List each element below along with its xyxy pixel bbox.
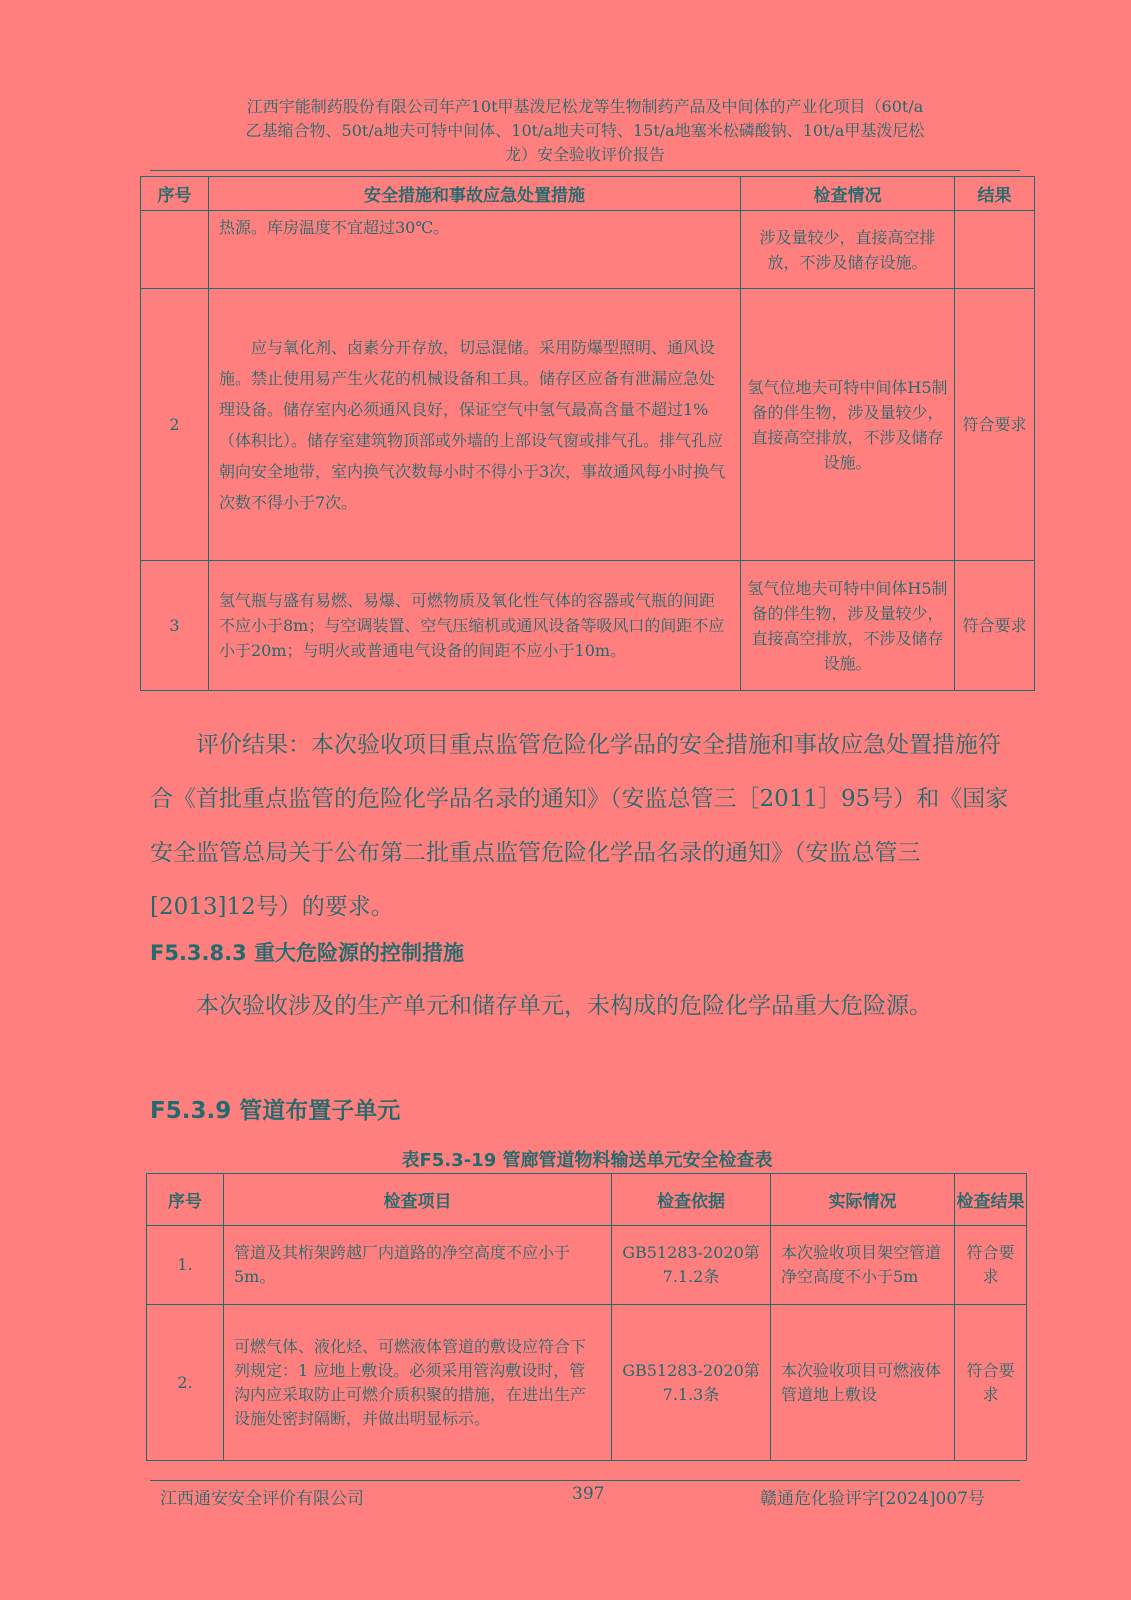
row-no: 2. xyxy=(147,1305,224,1461)
section-heading-major-hazard: F5.3.8.3 重大危险源的控制措施 xyxy=(150,941,465,965)
evaluation-paragraph xyxy=(150,718,1020,934)
col-header-result: 结果 xyxy=(955,177,1035,211)
section-heading-piping: F5.3.9 管道布置子单元 xyxy=(150,1098,401,1124)
header-divider xyxy=(150,170,1020,171)
row-result xyxy=(955,211,1035,289)
table-header-row xyxy=(141,177,1035,211)
hazard-measures-table xyxy=(140,176,1035,691)
footer-doc-number: 赣通危化验评字[2024]007号 xyxy=(760,1489,985,1509)
row-actual: 本次验收项目可燃液体管道地上敷设 xyxy=(771,1305,955,1461)
row-measure: 氢气瓶与盛有易燃、易爆、可燃物质及氧化性气体的容器或气瓶的间距不应小于8m；与空调装置、空气压缩机或通风设备等吸风口的间距不应小于20m；与明火或普通电气设备的间距不应小于10m。 xyxy=(209,561,741,691)
col-header-no: 序号 xyxy=(147,1174,224,1226)
footer-page-number: 397 xyxy=(572,1484,605,1504)
header-line-3: 龙）安全验收评价报告 xyxy=(504,145,665,164)
col-header-check: 检查情况 xyxy=(741,177,955,211)
col-header-no: 序号 xyxy=(141,177,209,211)
col-header-measure: 安全措施和事故应急处置措施 xyxy=(209,177,741,211)
table-row xyxy=(141,211,1035,289)
row-result: 符合要求 xyxy=(955,1305,1027,1461)
col-header-result: 检查结果 xyxy=(955,1174,1027,1226)
row-check: 氢气位地夫可特中间体H5制备的伴生物，涉及量较少，直接高空排放，不涉及储存设施。 xyxy=(741,289,955,561)
report-header xyxy=(150,95,1020,167)
table-caption: 表F5.3-19 管廊管道物料输送单元安全检查表 xyxy=(401,1150,773,1171)
evaluation-text: 评价结果：本次验收项目重点监管危险化学品的安全措施和事故应急处置措施符合《首批重点监管的危险化学品名录的通知》（安监总管三［2011］95号）和《国家安全监管总局关于公布第二批重点监管危险化学品名录的通知》（安监总管三[2013]12号）的要求。 xyxy=(150,732,1009,920)
row-basis: GB51283-2020第7.1.2条 xyxy=(612,1226,771,1305)
row-measure: 热源。库房温度不宜超过30℃。 xyxy=(209,211,741,289)
table-row xyxy=(147,1226,1027,1305)
col-header-basis: 检查依据 xyxy=(612,1174,771,1226)
row-result: 符合要求 xyxy=(955,289,1035,561)
row-basis: GB51283-2020第7.1.3条 xyxy=(612,1305,771,1461)
table-row xyxy=(147,1305,1027,1461)
table-row xyxy=(141,561,1035,691)
row-no: 1. xyxy=(147,1226,224,1305)
row-check: 涉及量较少，直接高空排放，不涉及储存设施。 xyxy=(741,211,955,289)
row-actual: 本次验收项目架空管道净空高度不小于5m xyxy=(771,1226,955,1305)
col-header-item: 检查项目 xyxy=(224,1174,612,1226)
row-item: 可燃气体、液化烃、可燃液体管道的敷设应符合下列规定：1 应地上敷设。必须采用管沟敷设时，管沟内应采取防止可燃介质积聚的措施，在进出生产设施处密封隔断，并做出明显标示。 xyxy=(224,1305,612,1461)
row-measure: 应与氧化剂、卤素分开存放，切忌混储。采用防爆型照明、通风设施。禁止使用易产生火花的机械设备和工具。储存区应备有泄漏应急处理设备。储存室内必须通风良好，保证空气中氢气最高含量不超过1%（体积比）。储存室建筑物顶部或外墙的上部设气窗或排气孔。排气孔应朝向安全地带，室内换气次数每小时不得小于3次，事故通风每小时换气次数不得小于7次。 xyxy=(209,289,741,561)
row-check: 氢气位地夫可特中间体H5制备的伴生物，涉及量较少，直接高空排放，不涉及储存设施。 xyxy=(741,561,955,691)
table-row xyxy=(141,289,1035,561)
row-no: 2 xyxy=(141,289,209,561)
footer-divider xyxy=(150,1480,1020,1481)
row-no: 3 xyxy=(141,561,209,691)
row-item: 管道及其桁架跨越厂内道路的净空高度不应小于5m。 xyxy=(224,1226,612,1305)
section-1-text: 本次验收涉及的生产单元和储存单元，未构成的危险化学品重大危险源。 xyxy=(196,993,932,1019)
section-1-paragraph xyxy=(150,979,1020,1033)
row-result: 符合要求 xyxy=(955,561,1035,691)
row-no xyxy=(141,211,209,289)
header-line-2: 乙基缩合物、50t/a地夫可特中间体、10t/a地夫可特、15t/a地塞米松磷酸钠、10t/a甲基泼尼松 xyxy=(245,121,925,140)
col-header-actual: 实际情况 xyxy=(771,1174,955,1226)
row-result: 符合要求 xyxy=(955,1226,1027,1305)
footer-company: 江西通安安全评价有限公司 xyxy=(160,1489,364,1509)
piping-check-table xyxy=(146,1173,1027,1461)
table-header-row xyxy=(147,1174,1027,1226)
header-line-1: 江西宇能制药股份有限公司年产10t甲基泼尼松龙等生物制药产品及中间体的产业化项目（60t/a xyxy=(246,97,924,116)
